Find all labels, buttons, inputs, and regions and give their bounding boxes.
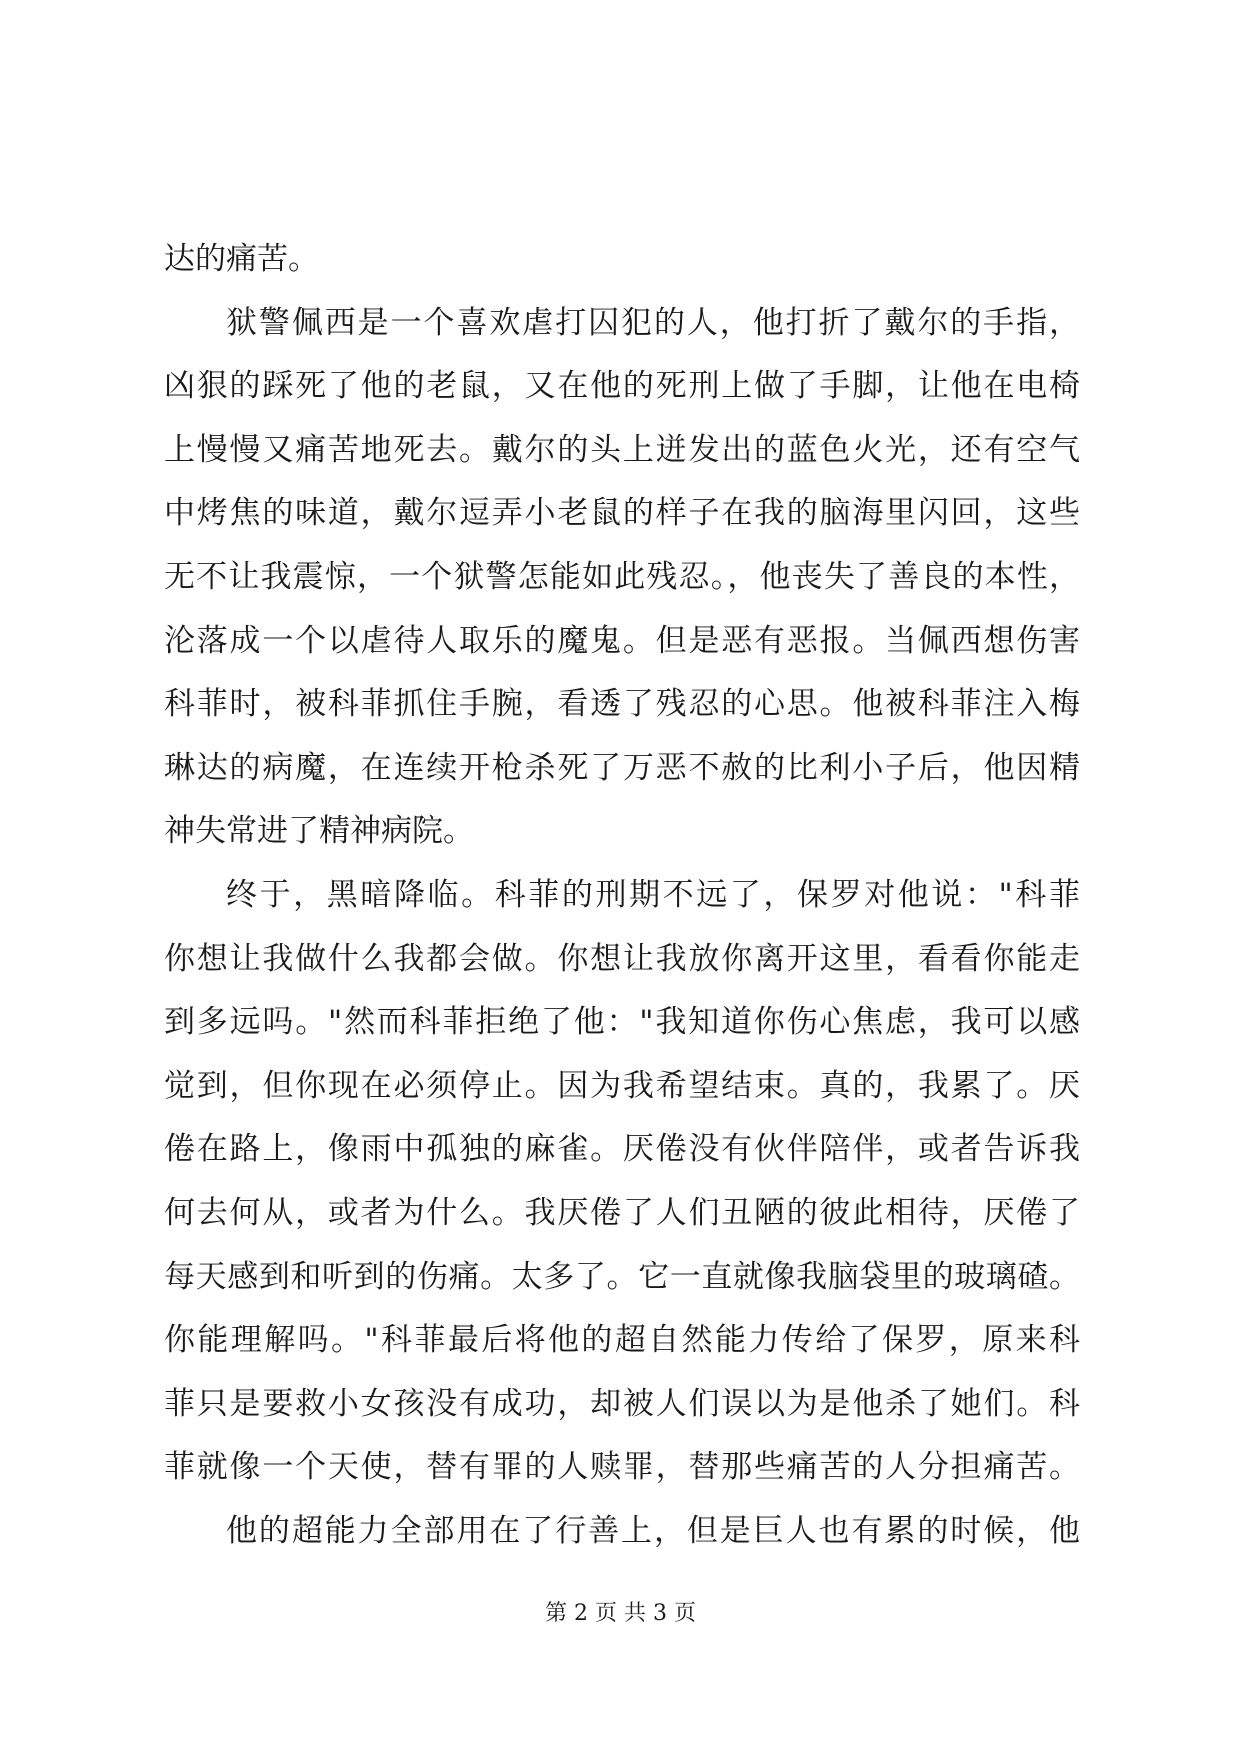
body-text (164, 228, 1080, 1563)
text-line: 倦在路上，像雨中孤独的麻雀。厌倦没有伙伴陪伴，或者告诉我 (164, 1131, 1080, 1168)
page-footer: 第 2 页 共 3 页 (545, 1601, 696, 1626)
text-line: 凶狠的踩死了他的老鼠，又在他的死刑上做了手脚，让他在电椅 (164, 368, 1080, 405)
text-line: 每天感到和听到的伤痛。太多了。它一直就像我脑袋里的玻璃碴。 (164, 1258, 1080, 1295)
text-line: 终于，黑暗降临。科菲的刑期不远了，保罗对他说："科菲 (226, 876, 1080, 913)
text-line: 觉到，但你现在必须停止。因为我希望结束。真的，我累了。厌 (164, 1067, 1080, 1104)
text-line: 上慢慢又痛苦地死去。戴尔的头上迸发出的蓝色火光，还有空气 (164, 431, 1080, 468)
text-line: 琳达的病魔，在连续开枪杀死了万恶不赦的比利小子后，他因精 (164, 749, 1080, 786)
text-line: 他的超能力全部用在了行善上，但是巨人也有累的时候，他 (226, 1512, 1080, 1549)
text-line: 狱警佩西是一个喜欢虐打囚犯的人，他打折了戴尔的手指， (226, 304, 1080, 341)
text-line: 菲就像一个天使，替有罪的人赎罪，替那些痛苦的人分担痛苦。 (164, 1449, 1080, 1486)
text-line: 菲只是要救小女孩没有成功，却被人们误以为是他杀了她们。科 (164, 1385, 1080, 1422)
text-line: 沦落成一个以虐待人取乐的魔鬼。但是恶有恶报。当佩西想伤害 (164, 622, 1080, 659)
text-line: 中烤焦的味道，戴尔逗弄小老鼠的样子在我的脑海里闪回，这些 (164, 495, 1080, 532)
text-line: 你想让我做什么我都会做。你想让我放你离开这里，看看你能走 (164, 940, 1080, 977)
text-line: 神失常进了精神病院。 (164, 813, 474, 850)
text-line: 无不让我震惊，一个狱警怎能如此残忍。，他丧失了善良的本性， (164, 558, 1080, 595)
text-line: 科菲时，被科菲抓住手腕，看透了残忍的心思。他被科菲注入梅 (164, 686, 1080, 723)
text-line: 达的痛苦。 (164, 241, 319, 277)
text-line: 你能理解吗。"科菲最后将他的超自然能力传给了保罗，原来科 (164, 1322, 1080, 1359)
text-line: 何去何从，或者为什么。我厌倦了人们丑陋的彼此相待，厌倦了 (164, 1194, 1080, 1231)
text-line: 到多远吗。"然而科菲拒绝了他："我知道你伤心焦虑，我可以感 (164, 1004, 1080, 1041)
